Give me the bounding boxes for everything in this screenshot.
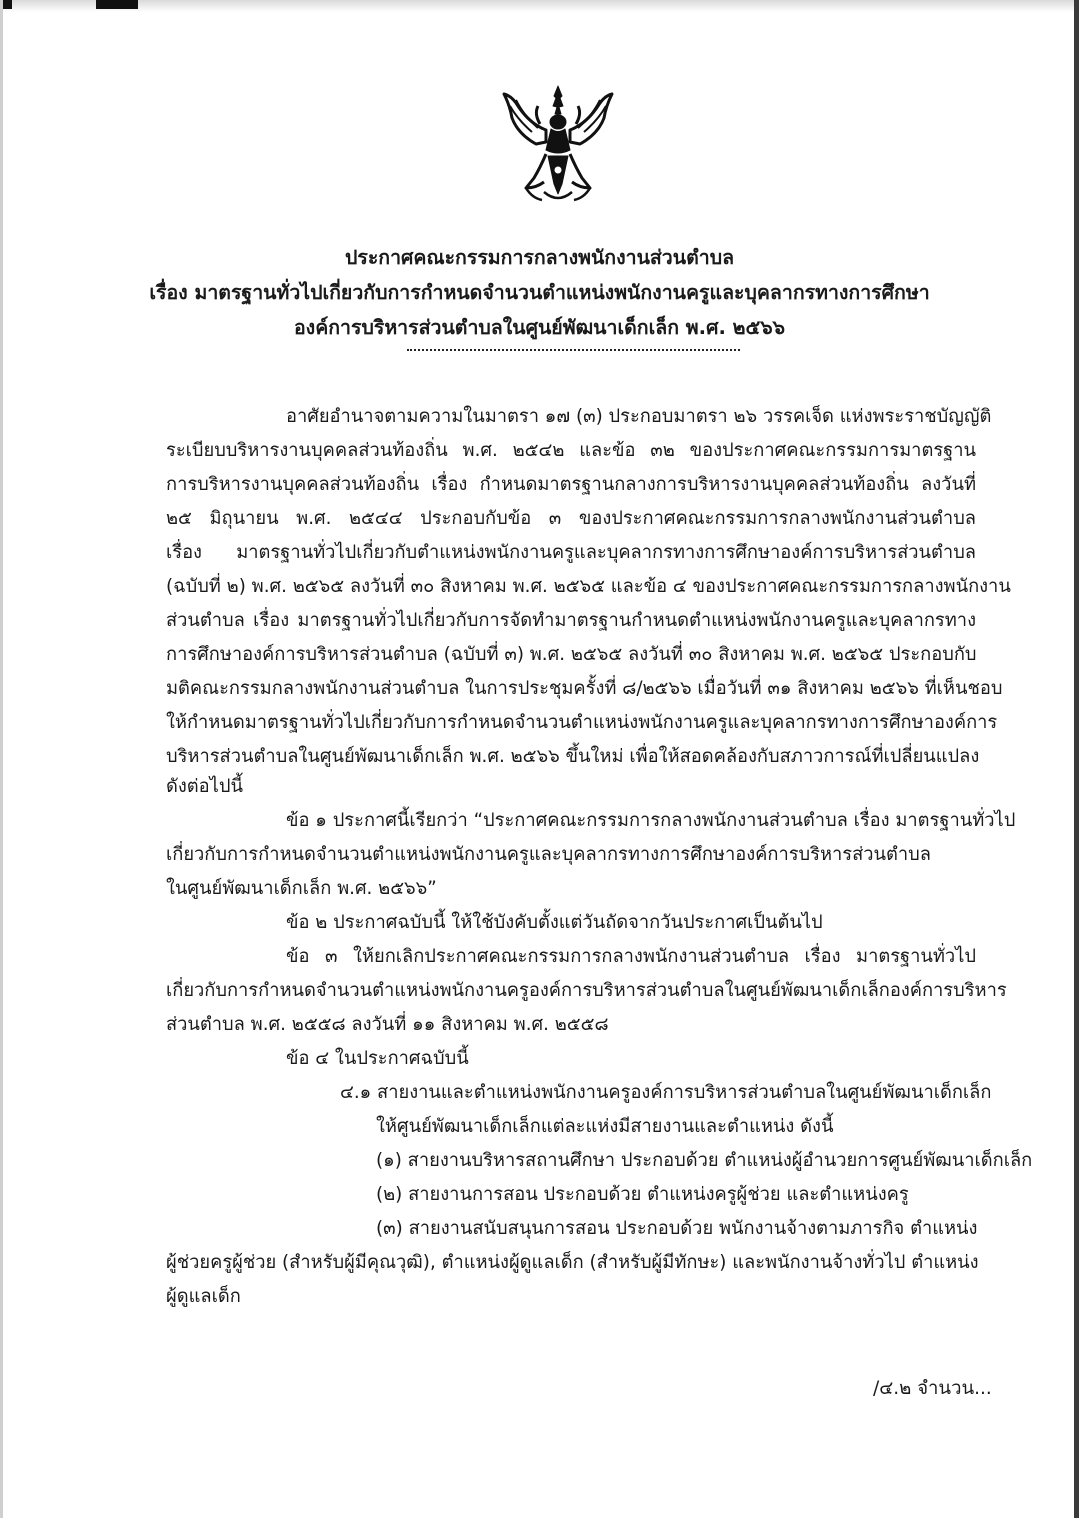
body-line: ให้กำหนดมาตรฐานทั่วไปเกี่ยวกับการกำหนดจำนวนตำแหน่งพนักงานครูและบุคลากรทางการศึกษาองค์การ [166,712,998,733]
list-item-continued: ผู้ดูแลเด็ก [166,1286,241,1307]
clause-2: ข้อ ๒ ประกาศฉบับนี้ ให้ใช้บังคับตั้งแต่วันถัดจากวันประกาศเป็นต้นไป [286,912,823,933]
clause-3-continued: ส่วนตำบล พ.ศ. ๒๕๕๘ ลงวันที่ ๑๑ สิงหาคม พ.ศ. ๒๕๕๘ [166,1014,609,1035]
clause-1-continued: เกี่ยวกับการกำหนดจำนวนตำแหน่งพนักงานครูและบุคลากรทางการศึกษาองค์การบริหารส่วนตำบล [166,844,931,865]
dotted-divider [407,349,740,351]
list-item: (๒) สายงานการสอน ประกอบด้วย ตำแหน่งครูผู้ช่วย และตำแหน่งครู [376,1184,909,1205]
scan-mark-center [96,0,138,9]
body-line: ๒๕ มิถุนายน พ.ศ. ๒๕๔๔ ประกอบกับข้อ ๓ ของประกาศคณะกรรมการกลางพนักงานส่วนตำบล [166,508,976,529]
list-item: (๑) สายงานบริหารสถานศึกษา ประกอบด้วย ตำแหน่งผู้อำนวยการศูนย์พัฒนาเด็กเล็ก [376,1150,1033,1171]
clause-4-1-continued: ให้ศูนย์พัฒนาเด็กเล็กแต่ละแห่งมีสายงานและตำแหน่ง ดังนี้ [376,1116,834,1137]
body-line: ระเบียบบริหารงานบุคคลส่วนท้องถิ่น พ.ศ. ๒๕๔๒ และข้อ ๓๒ ของประกาศคณะกรรมการมาตรฐาน [166,440,976,461]
body-line: การศึกษาองค์การบริหารส่วนตำบล (ฉบับที่ ๓) พ.ศ. ๒๕๖๕ ลงวันที่ ๓๐ สิงหาคม พ.ศ. ๒๕๖๕ ประกอบกับ [166,644,977,665]
announcement-subject-continued: องค์การบริหารส่วนตำบลในศูนย์พัฒนาเด็กเล็ก พ.ศ. ๒๕๖๖ [293,316,786,339]
clause-1: ข้อ ๑ ประกาศนี้เรียกว่า “ประกาศคณะกรรมการกลางพนักงานส่วนตำบล เรื่อง มาตรฐานทั่วไป [286,810,1016,831]
announcement-subject: เรื่อง มาตรฐานทั่วไปเกี่ยวกับการกำหนดจำนวนตำแหน่งพนักงานครูและบุคลากรทางการศึกษา [149,281,930,304]
garuda-emblem-icon [496,84,620,206]
continuation-note: /๔.๒ จำนวน... [873,1378,992,1399]
body-line: (ฉบับที่ ๒) พ.ศ. ๒๕๖๕ ลงวันที่ ๓๐ สิงหาคม พ.ศ. ๒๕๖๕ และข้อ ๔ ของประกาศคณะกรรมการกลางพนักงาน [166,576,1011,597]
clause-4: ข้อ ๔ ในประกาศฉบับนี้ [286,1048,469,1069]
body-line: ดังต่อไปนี้ [166,776,243,797]
body-line: อาศัยอำนาจตามความในมาตรา ๑๗ (๓) ประกอบมาตรา ๒๖ วรรคเจ็ด แห่งพระราชบัญญัติ [286,406,992,427]
clause-4-1: ๔.๑ สายงานและตำแหน่งพนักงานครูองค์การบริหารส่วนตำบลในศูนย์พัฒนาเด็กเล็ก [340,1082,992,1103]
scan-edge-left [0,0,3,1518]
list-item: (๓) สายงานสนับสนุนการสอน ประกอบด้วย พนักงานจ้างตามภารกิจ ตำแหน่ง [376,1218,978,1239]
body-line: การบริหารงานบุคคลส่วนท้องถิ่น เรื่อง กำหนดมาตรฐานกลางการบริหารงานบุคคลส่วนท้องถิ่น ลงวันที่ [166,474,976,495]
scan-edge-right [1074,0,1079,1518]
body-line: บริหารส่วนตำบลในศูนย์พัฒนาเด็กเล็ก พ.ศ. ๒๕๖๖ ขึ้นใหม่ เพื่อให้สอดคล้องกับสภาวการณ์ที่เปลี่ยนแปลง [166,746,980,767]
body-line: ส่วนตำบล เรื่อง มาตรฐานทั่วไปเกี่ยวกับการจัดทำมาตรฐานกำหนดตำแหน่งพนักงานครูและบุคลากรทาง [166,610,976,631]
body-line: เรื่อง มาตรฐานทั่วไปเกี่ยวกับตำแหน่งพนักงานครูและบุคลากรทางการศึกษาองค์การบริหารส่วนตำบล [166,542,976,563]
clause-1-continued: ในศูนย์พัฒนาเด็กเล็ก พ.ศ. ๒๕๖๖” [166,878,437,899]
scan-edge-top [0,0,1079,12]
announcement-title: ประกาศคณะกรรมการกลางพนักงานส่วนตำบล [344,246,735,269]
clause-3-continued: เกี่ยวกับการกำหนดจำนวนตำแหน่งพนักงานครูองค์การบริหารส่วนตำบลในศูนย์พัฒนาเด็กเล็กองค์การบริหาร [166,980,1007,1001]
clause-3: ข้อ ๓ ให้ยกเลิกประกาศคณะกรรมการกลางพนักงานส่วนตำบล เรื่อง มาตรฐานทั่วไป [286,946,976,967]
body-line: มติคณะกรรมกลางพนักงานส่วนตำบล ในการประชุมครั้งที่ ๘/๒๕๖๖ เมื่อวันที่ ๓๑ สิงหาคม ๒๕๖๖ ที่เห็นชอบ [166,678,1003,699]
list-item-continued: ผู้ช่วยครูผู้ช่วย (สำหรับผู้มีคุณวุฒิ), ตำแหน่งผู้ดูแลเด็ก (สำหรับผู้มีทักษะ) และพนักงานจ้างทั่วไป ตำแหน่ง [166,1252,979,1273]
